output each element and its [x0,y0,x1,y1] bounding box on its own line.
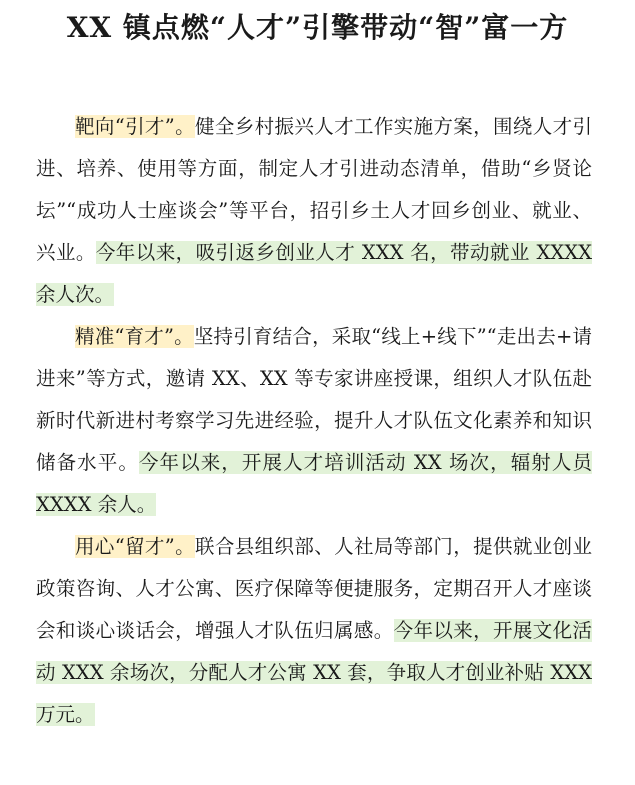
paragraph-heading: 精准“育才”。 [75,325,194,348]
paragraph-cultivate-talent [36,316,592,526]
paragraph-body: 联合县组织部、人社局等部门，提供就业创业政策咨询、人才公寓、医疗保障等便捷服务，定期召开人才座谈会和谈心谈话会，增强人才队伍归属感。 [36,535,592,642]
paragraph-attract-talent [36,106,592,316]
document-body [36,106,592,736]
paragraph-heading: 靶向“引才”。 [75,115,196,138]
paragraph-result: 今年以来，开展人才培训活动 XX 场次，辐射人员 XXXX 余人。 [36,451,592,516]
paragraph-result: 今年以来，开展文化活动 XXX 余场次，分配人才公寓 XX 套，争取人才创业补贴 XXX 万元。 [36,619,592,726]
paragraph-heading: 用心“留才”。 [75,535,196,558]
paragraph-retain-talent [36,526,592,736]
paragraph-body: 坚持引育结合，采取“线上+线下”“走出去+请进来”等方式，邀请 XX、XX 等专家讲座授课，组织人才队伍赴新时代新进村考察学习先进经验，提升人才队伍文化素养和知识储备水平。 [36,325,592,474]
paragraph-result: 今年以来，吸引返乡创业人才 XXX 名，带动就业 XXXX 余人次。 [36,241,592,306]
paragraph-body: 健全乡村振兴人才工作实施方案，围绕人才引进、培养、使用等方面，制定人才引进动态清单，借助“乡贤论坛”“成功人士座谈会”等平台，招引乡土人才回乡创业、就业、兴业。 [36,115,592,264]
document-title: XX 镇点燃“人才”引擎带动“智”富一方 [66,11,569,44]
